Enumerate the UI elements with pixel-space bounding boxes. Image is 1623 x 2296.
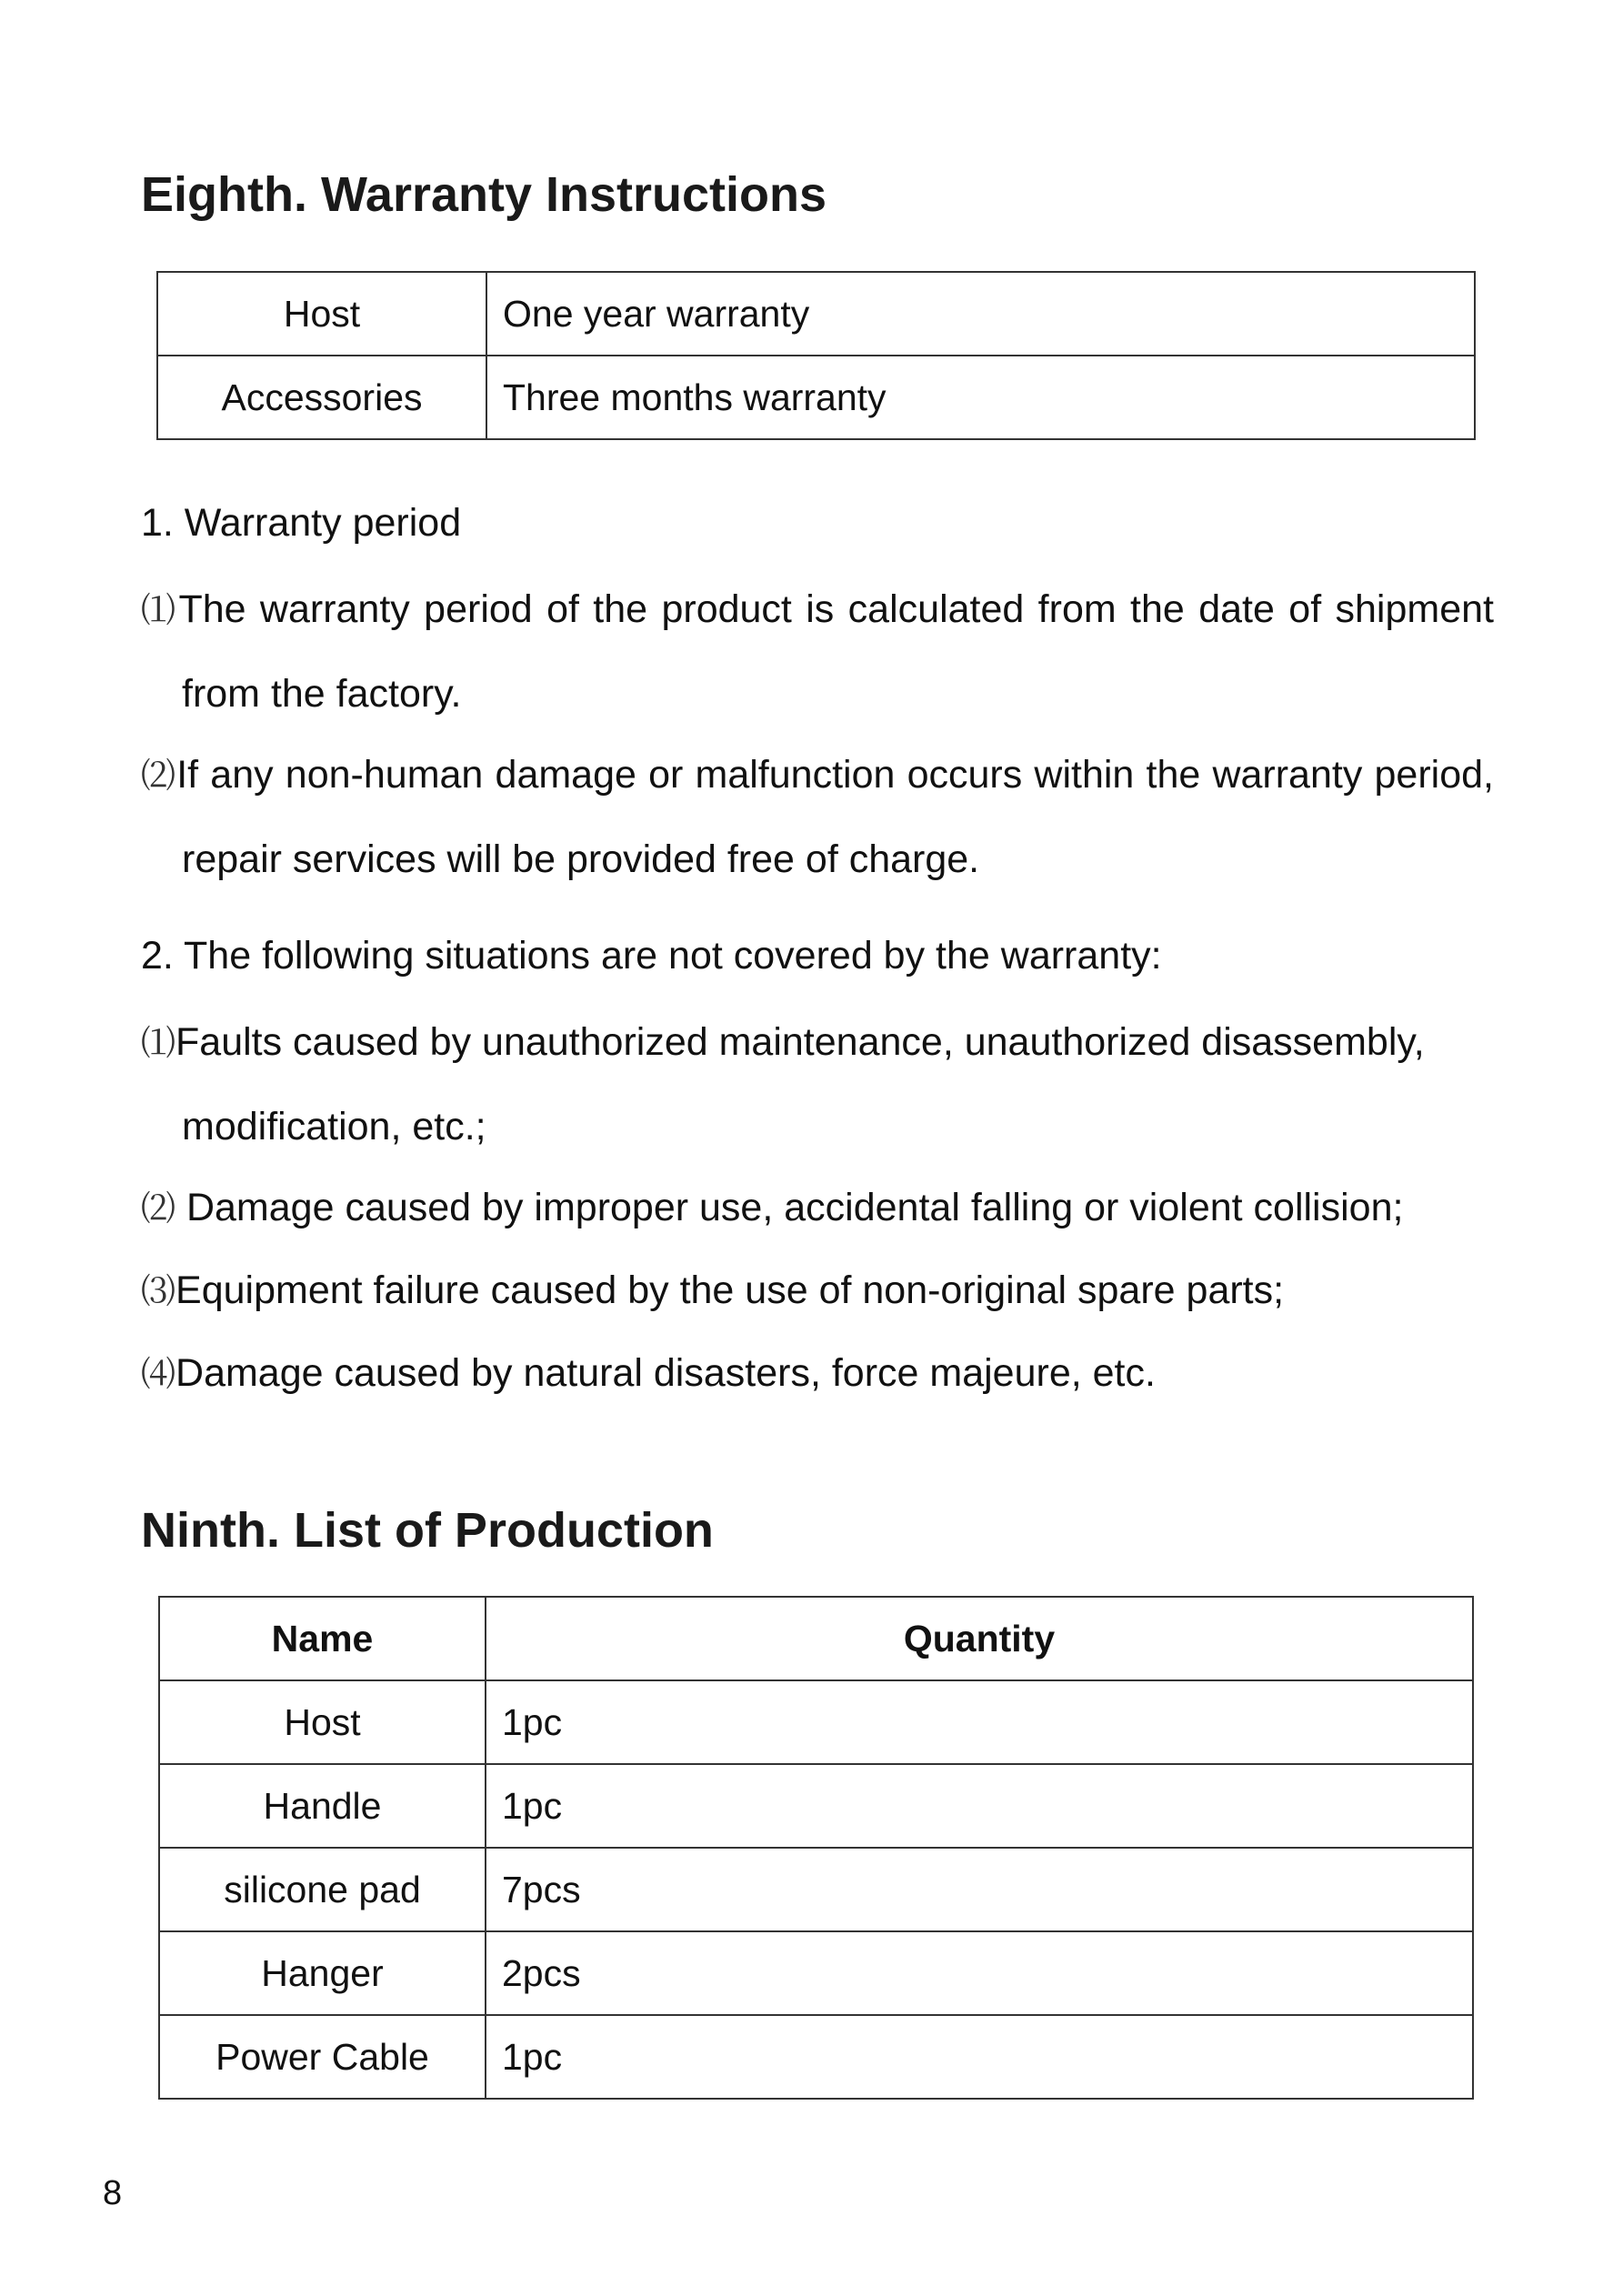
item-text: Damage caused by improper use, accidental falling or violent collision;	[175, 1186, 1404, 1229]
item-text: If any non-human damage or malfunction occurs within the warranty period, repair services will be provided free of charge.	[176, 753, 1494, 881]
table-row	[159, 1764, 1473, 1848]
product-quantity-cell: 1pc	[486, 1680, 1473, 1764]
table-row	[159, 1680, 1473, 1764]
warranty-table	[156, 271, 1476, 440]
item-text: Equipment failure caused by the use of non-original spare parts;	[175, 1268, 1285, 1312]
list-item	[141, 1249, 1494, 1334]
list-item	[141, 1332, 1494, 1417]
item-marker: ⑴	[141, 1025, 176, 1063]
product-quantity-cell: 1pc	[486, 1764, 1473, 1848]
page-number: 8	[103, 2174, 123, 2212]
list-item	[141, 1167, 1494, 1251]
warranty-exclusions-heading: 2. The following situations are not covered by the warranty:	[141, 934, 1162, 978]
list-item	[141, 568, 1494, 736]
item-marker: ⑷	[141, 1356, 176, 1394]
list-item	[141, 1001, 1494, 1168]
product-name-cell: Hanger	[159, 1931, 486, 2015]
item-text: Faults caused by unauthorized maintenance, unauthorized disassembly, modification, etc.;	[175, 1020, 1425, 1148]
table-row	[159, 1931, 1473, 2015]
product-name-cell: Power Cable	[159, 2015, 486, 2099]
warranty-term-cell: One year warranty	[486, 272, 1475, 356]
item-marker: ⑵	[141, 757, 177, 796]
item-marker: ⑴	[141, 592, 179, 630]
product-quantity-cell: 1pc	[486, 2015, 1473, 2099]
production-section-title: Ninth. List of Production	[141, 1503, 714, 1558]
product-name-cell: Handle	[159, 1764, 486, 1848]
warranty-item-cell: Host	[157, 272, 486, 356]
product-name-cell: Host	[159, 1680, 486, 1764]
quantity-column-header: Quantity	[486, 1597, 1473, 1680]
warranty-term-cell: Three months warranty	[486, 356, 1475, 439]
table-row	[157, 272, 1475, 356]
warranty-period-heading: 1. Warranty period	[141, 501, 462, 545]
product-name-cell: silicone pad	[159, 1848, 486, 1931]
table-header-row	[159, 1597, 1473, 1680]
item-marker: ⑵	[141, 1190, 176, 1228]
production-list-table	[158, 1596, 1474, 2100]
item-text: The warranty period of the product is calculated from the date of shipment from the factory.	[178, 587, 1494, 716]
name-column-header: Name	[159, 1597, 486, 1680]
product-quantity-cell: 2pcs	[486, 1931, 1473, 2015]
warranty-item-cell: Accessories	[157, 356, 486, 439]
list-item	[141, 734, 1494, 901]
item-text: Damage caused by natural disasters, force majeure, etc.	[175, 1351, 1156, 1395]
table-row	[159, 1848, 1473, 1931]
table-row	[159, 2015, 1473, 2099]
warranty-section-title: Eighth. Warranty Instructions	[141, 167, 827, 222]
product-quantity-cell: 7pcs	[486, 1848, 1473, 1931]
item-marker: ⑶	[141, 1273, 176, 1311]
table-row	[157, 356, 1475, 439]
